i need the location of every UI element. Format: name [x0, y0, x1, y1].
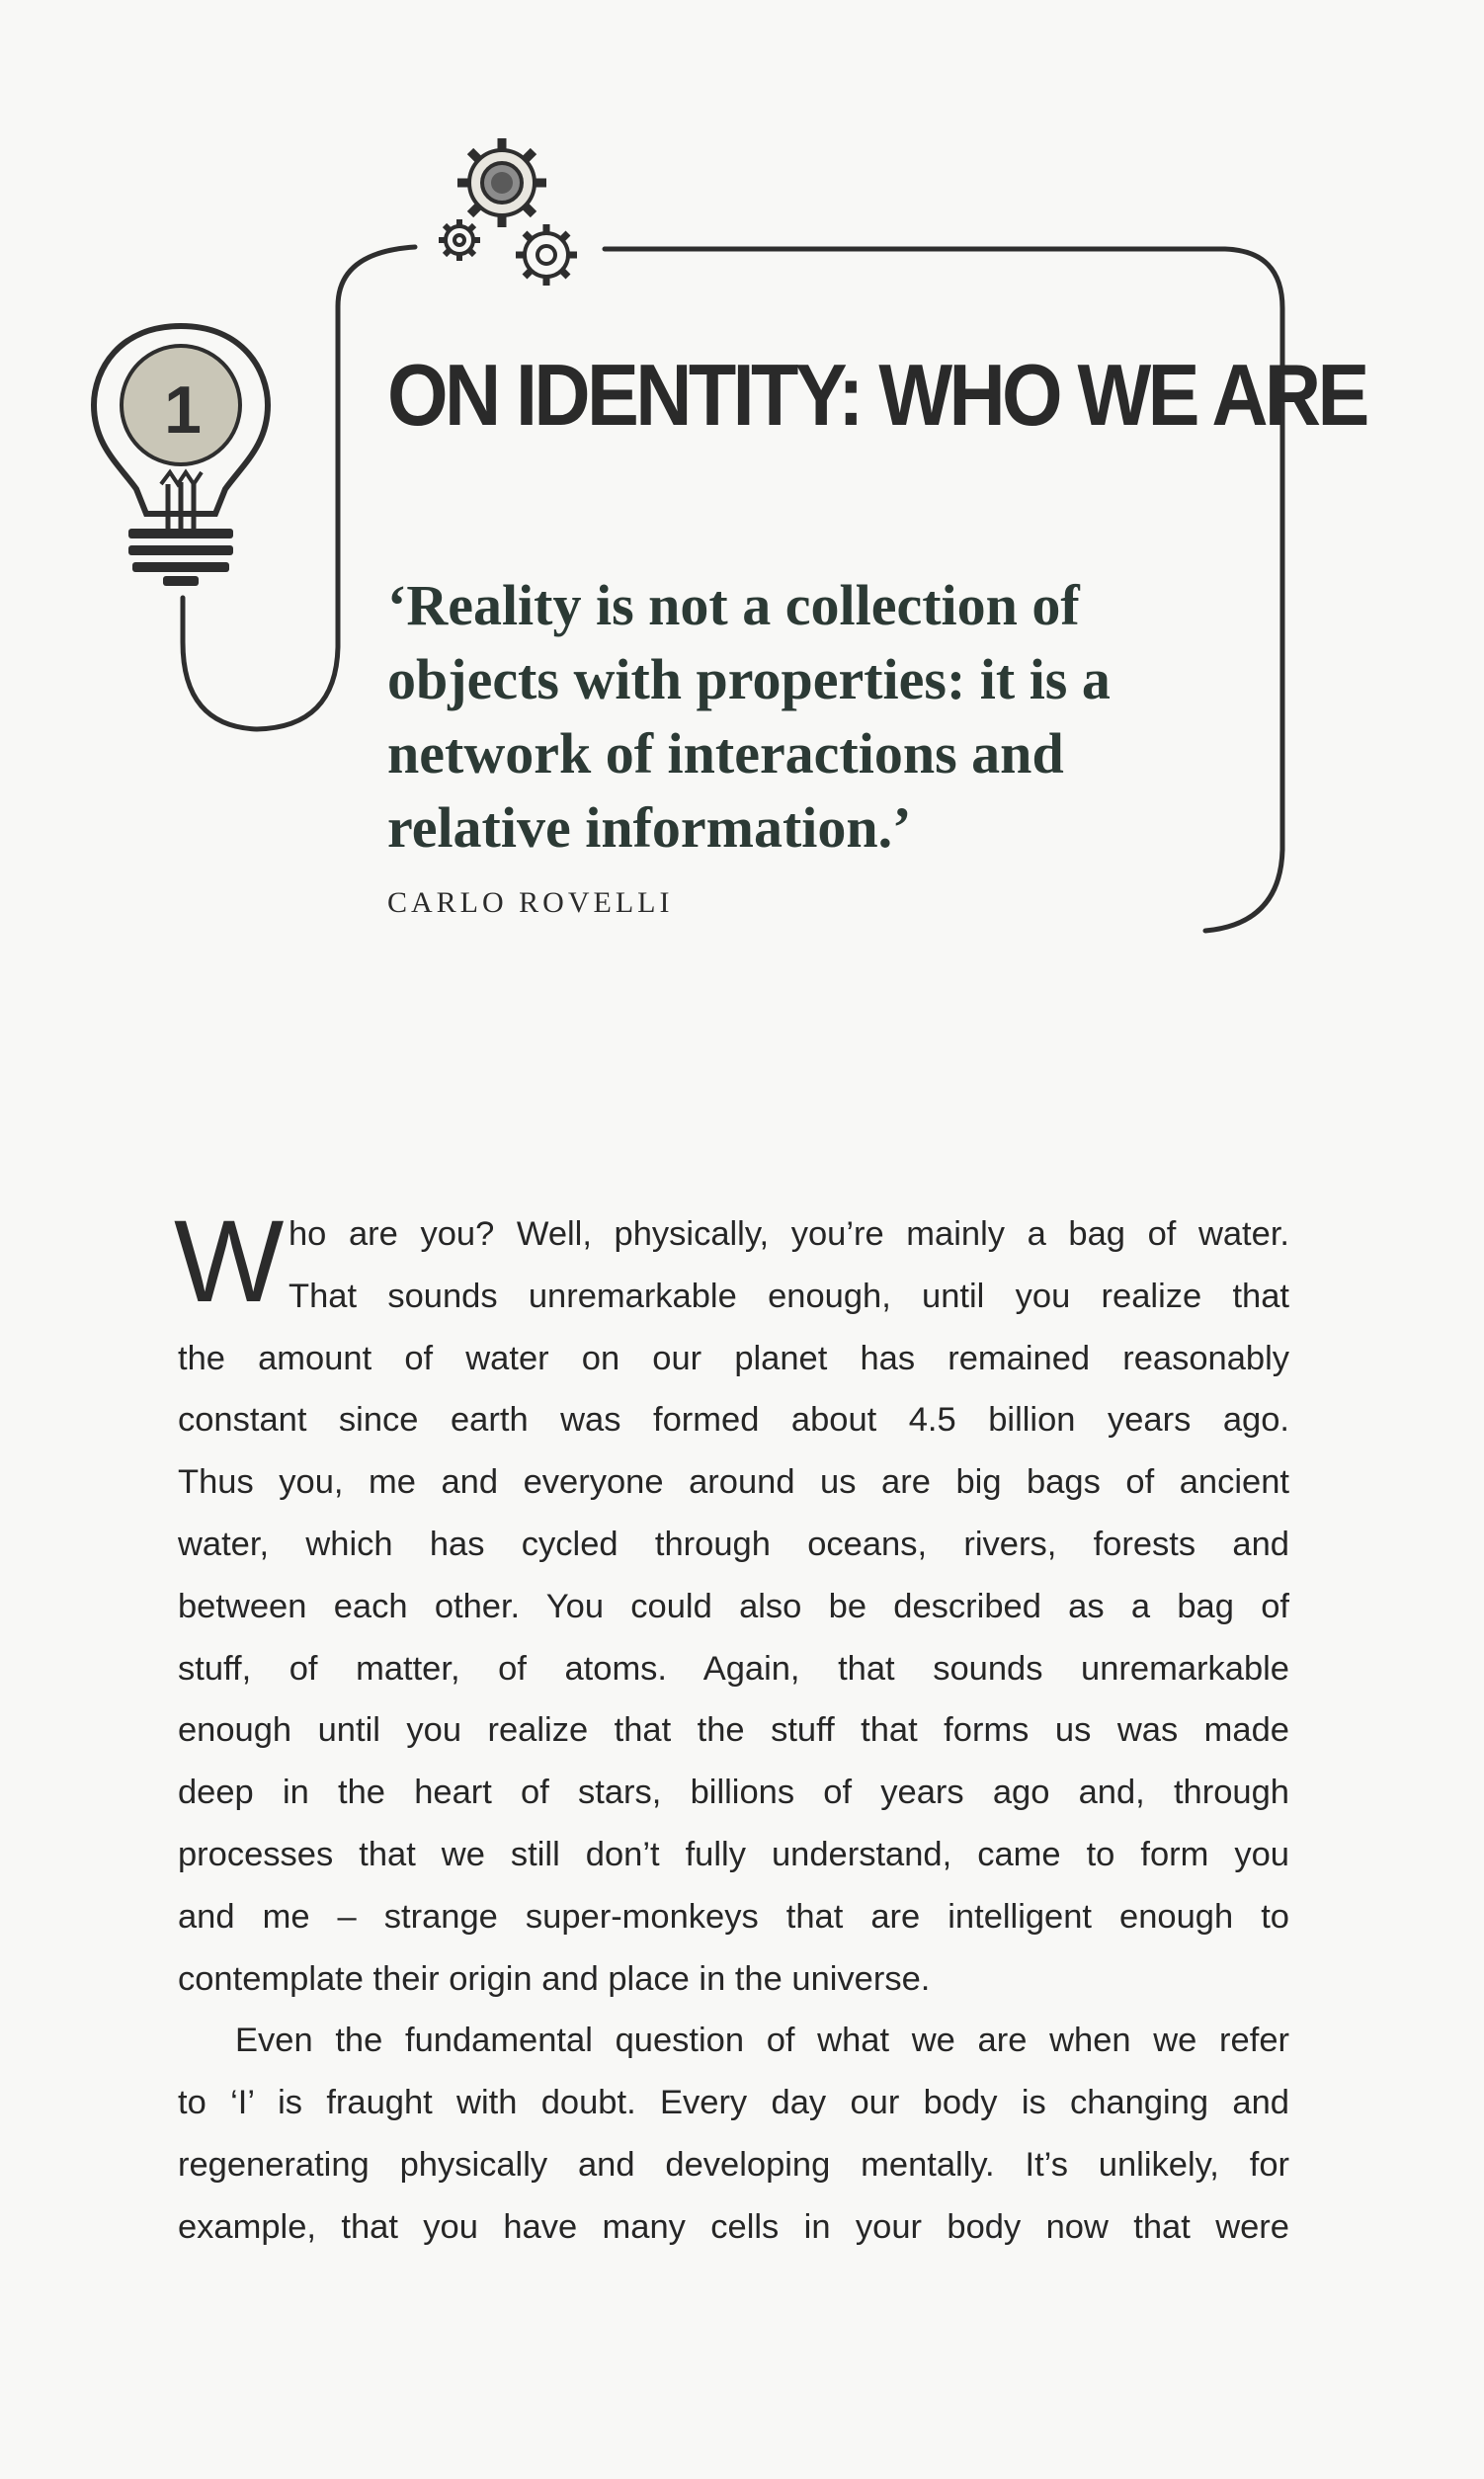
text-line: water, which has cycled through oceans, rivers, forests and: [178, 1525, 1289, 1563]
text-line: between each other. You could also be described as a bag of: [178, 1587, 1289, 1625]
epigraph-quote: [387, 568, 1237, 865]
text-line: contemplate their origin and place in the universe.: [178, 1959, 931, 1998]
drop-cap: W: [174, 1197, 285, 1327]
text-line: regenerating physically and developing mentally. It’s unlikely, for: [178, 2145, 1289, 2184]
text-line: ho are you? Well, physically, you’re mainly a bag of water.: [289, 1215, 1289, 1253]
paragraph-1: [174, 1197, 1289, 2010]
chapter-title: ON IDENTITY: WHO WE ARE: [387, 346, 1366, 444]
text-line: That sounds unremarkable enough, until you realize that: [289, 1277, 1289, 1315]
text-line: Thus you, me and everyone around us are big bags of ancient: [178, 1463, 1289, 1502]
gears-icon: [439, 138, 577, 286]
body-text: [174, 1197, 1289, 2259]
text-line: deep in the heart of stars, billions of years ago and, through: [178, 1774, 1289, 1812]
text-line: to ‘I’ is fraught with doubt. Every day our body is changing and: [178, 2084, 1289, 2122]
text-line: the amount of water on our planet has remained reasonably: [178, 1339, 1289, 1377]
quote-line: objects with properties: it is a: [387, 647, 1111, 711]
text-line: constant since earth was formed about 4.5 billion years ago.: [178, 1401, 1289, 1440]
quote-line: ‘Reality is not a collection of: [387, 573, 1080, 637]
quote-line: relative information.’: [387, 795, 912, 860]
chapter-number: 1: [164, 372, 202, 448]
epigraph: [387, 568, 1237, 920]
text-line: Even the fundamental question of what we are when we refer: [235, 2022, 1289, 2060]
paragraph-2: [178, 2010, 1289, 2258]
epigraph-attribution: CARLO ROVELLI: [387, 886, 674, 919]
text-line: stuff, of matter, of atoms. Again, that sounds unremarkable: [178, 1649, 1289, 1688]
text-line: example, that you have many cells in your body now that were: [178, 2207, 1289, 2246]
text-line: enough until you realize that the stuff that forms us was made: [178, 1711, 1289, 1750]
text-line: processes that we still don’t fully understand, came to form you: [178, 1835, 1289, 1873]
quote-line: network of interactions and: [387, 721, 1064, 785]
text-line: and me – strange super-monkeys that are intelligent enough to: [178, 1897, 1289, 1936]
